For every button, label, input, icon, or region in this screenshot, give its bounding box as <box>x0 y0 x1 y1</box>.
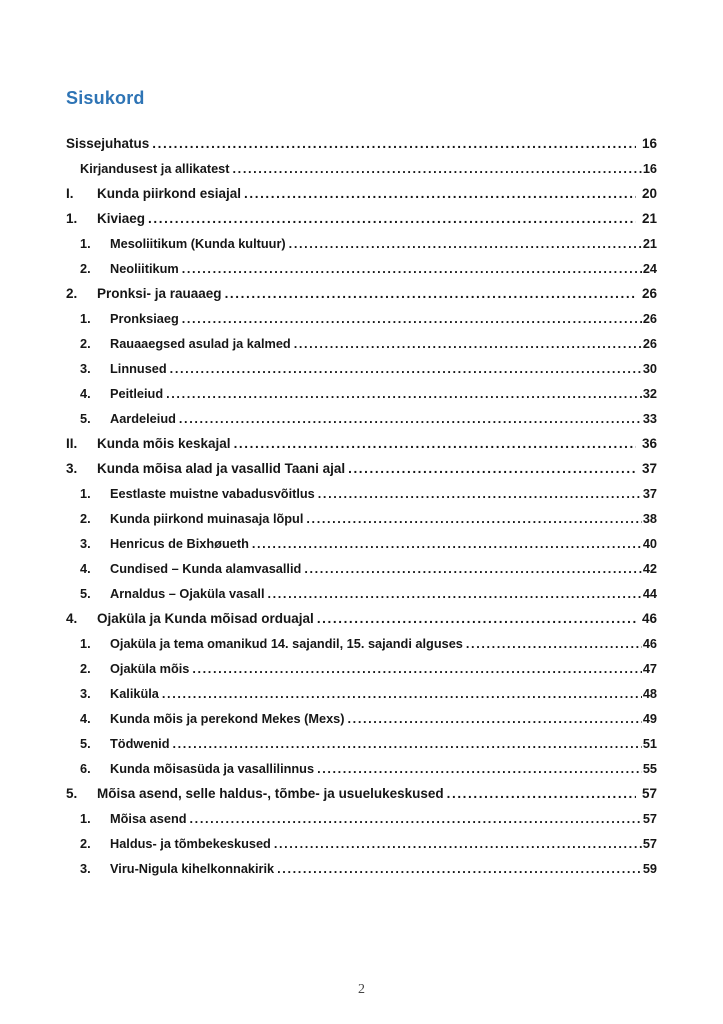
toc-entry[interactable] <box>66 261 657 277</box>
toc-entry-page: 46 <box>642 636 657 651</box>
toc-entry-page: 46 <box>641 611 657 626</box>
toc-entry-number: 1. <box>80 636 91 651</box>
toc-entry[interactable] <box>66 711 657 727</box>
toc-entry-page: 36 <box>641 436 657 451</box>
toc-entry-page: 37 <box>641 461 657 476</box>
toc-entry[interactable] <box>66 861 657 877</box>
toc-entry-title: Linnused <box>110 361 167 376</box>
toc-leader-dots <box>244 186 636 202</box>
toc-entry-page: 26 <box>642 311 657 326</box>
toc-entry-number: 3. <box>80 861 91 876</box>
toc-entry-title: Kunda mõis ja perekond Mekes (Mexs) <box>110 711 345 726</box>
toc-entry-title: Ojaküla ja tema omanikud 14. sajandil, 15. sajandi alguses <box>110 636 463 651</box>
toc-entry-page: 20 <box>641 186 657 201</box>
toc-entry-number: 1. <box>80 236 91 251</box>
toc-leader-dots <box>152 136 636 152</box>
toc-leader-dots <box>294 336 642 352</box>
toc-entry-title: Viru-Nigula kihelkonnakirik <box>110 861 275 876</box>
toc-entry-title: Eestlaste muistne vabadusvõitlus <box>110 486 315 501</box>
toc-entry-title: Aardeleiud <box>110 411 176 426</box>
toc-entry-title: Kunda mõisasüda ja vasallilinnus <box>110 761 315 776</box>
toc-entry-page: 38 <box>642 511 657 526</box>
toc-entry-page: 16 <box>641 136 657 151</box>
toc-entry-page: 26 <box>641 286 657 301</box>
toc-leader-dots <box>233 161 642 177</box>
toc-leader-dots <box>348 461 636 477</box>
toc-entry-page: 21 <box>642 236 657 251</box>
toc-entry-number: I. <box>66 186 74 201</box>
toc-leader-dots <box>170 361 642 377</box>
toc-entry-number: 2. <box>80 836 91 851</box>
toc-entry[interactable] <box>66 161 657 177</box>
toc-entry-number: 6. <box>80 761 91 776</box>
toc-leader-dots <box>162 686 642 702</box>
toc-entry-number: 4. <box>80 386 91 401</box>
toc-leader-dots <box>192 661 641 677</box>
toc-entry[interactable] <box>66 311 657 327</box>
toc-entry-number: 4. <box>66 611 78 626</box>
toc-entry-title: Kunda piirkond muinasaja lõpul <box>110 511 304 526</box>
toc-entry-page: 59 <box>642 861 657 876</box>
toc-entry-title: Neoliitikum <box>110 261 179 276</box>
toc-entry-title: Kunda piirkond esiajal <box>97 186 242 201</box>
footer-page-number: 2 <box>358 982 365 997</box>
toc-entry-number: 3. <box>66 461 78 476</box>
toc-entry-page: 37 <box>642 486 657 501</box>
toc-entry-title: Peitleiud <box>110 386 164 401</box>
toc-entry[interactable] <box>66 586 657 602</box>
toc-entry-title: Pronksiaeg <box>110 311 179 326</box>
toc-entry[interactable] <box>66 286 657 302</box>
toc-leader-dots <box>173 736 642 752</box>
toc-entry-page: 47 <box>642 661 657 676</box>
toc-entry[interactable] <box>66 686 657 702</box>
toc-leader-dots <box>234 436 636 452</box>
page-title: Sisukord <box>66 88 145 108</box>
toc-leader-dots <box>317 761 642 777</box>
toc-leader-dots <box>466 636 642 652</box>
toc-entry-title: Kunda mõis keskajal <box>97 436 231 451</box>
toc-entry-title: Kirjandusest ja allikatest <box>80 161 230 176</box>
toc-entry-number: 2. <box>80 336 91 351</box>
toc-entry-number: 3. <box>80 686 91 701</box>
toc-entry-number: 1. <box>80 811 91 826</box>
toc-entry[interactable] <box>66 236 657 252</box>
toc-entry-title: Rauaaegsed asulad ja kalmed <box>110 336 291 351</box>
toc-entry-page: 48 <box>642 686 657 701</box>
toc-entry-number: 2. <box>66 286 78 301</box>
toc-leader-dots <box>148 211 636 227</box>
toc-leader-dots <box>182 311 642 327</box>
toc-entry-page: 40 <box>642 536 657 551</box>
toc-list <box>66 136 657 877</box>
toc-entry-title: Mesoliitikum (Kunda kultuur) <box>110 236 286 251</box>
toc-entry-number: 1. <box>66 211 78 226</box>
toc-entry-number: 4. <box>80 561 91 576</box>
toc-entry-number: 2. <box>80 261 91 276</box>
toc-entry-title: Ojaküla mõis <box>110 661 190 676</box>
toc-entry-number: 2. <box>80 661 91 676</box>
toc-entry[interactable] <box>66 611 657 627</box>
toc-entry-title: Haldus- ja tõmbekeskused <box>110 836 271 851</box>
toc-entry-title: Kaliküla <box>110 686 159 701</box>
toc-entry[interactable] <box>66 461 657 477</box>
toc-entry[interactable] <box>66 211 657 227</box>
toc-leader-dots <box>252 536 642 552</box>
toc-entry[interactable] <box>66 661 657 677</box>
toc-entry[interactable] <box>66 536 657 552</box>
toc-entry[interactable] <box>66 486 657 502</box>
toc-leader-dots <box>317 611 636 627</box>
toc-entry-page: 42 <box>642 561 657 576</box>
toc-entry[interactable] <box>66 386 657 402</box>
toc-entry-number: 3. <box>80 536 91 551</box>
toc-entry[interactable] <box>66 136 657 152</box>
toc-entry-page: 24 <box>642 261 657 276</box>
toc-entry[interactable] <box>66 336 657 352</box>
toc-entry-page: 33 <box>642 411 657 426</box>
toc-entry-number: 1. <box>80 311 91 326</box>
toc-entry-page: 30 <box>642 361 657 376</box>
toc-entry[interactable] <box>66 786 657 802</box>
toc-entry-number: II. <box>66 436 78 451</box>
toc-entry-page: 57 <box>642 811 657 826</box>
toc-entry-title: Pronksi- ja rauaaeg <box>97 286 222 301</box>
toc-entry-title: Sissejuhatus <box>66 136 150 151</box>
toc-leader-dots <box>447 786 636 802</box>
toc-entry[interactable] <box>66 761 657 777</box>
toc-entry-title: Cundised – Kunda alamvasallid <box>110 561 302 576</box>
toc-leader-dots <box>348 711 642 727</box>
toc-entry-title: Kiviaeg <box>97 211 146 226</box>
toc-leader-dots <box>306 511 641 527</box>
toc-entry-title: Mõisa asend <box>110 811 187 826</box>
toc-entry[interactable] <box>66 561 657 577</box>
toc-entry-page: 44 <box>642 586 657 601</box>
toc-entry-page: 16 <box>642 161 657 176</box>
toc-entry-page: 49 <box>642 711 657 726</box>
toc-leader-dots <box>289 236 642 252</box>
toc-entry-page: 32 <box>642 386 657 401</box>
toc-leader-dots <box>225 286 636 302</box>
toc-leader-dots <box>190 811 642 827</box>
toc-leader-dots <box>318 486 642 502</box>
toc-leader-dots <box>166 386 642 402</box>
toc-entry-page: 51 <box>642 736 657 751</box>
toc-entry-number: 3. <box>80 361 91 376</box>
toc-entry-page: 55 <box>642 761 657 776</box>
toc-entry-number: 2. <box>80 511 91 526</box>
toc-entry[interactable] <box>66 736 657 752</box>
toc-entry[interactable] <box>66 636 657 652</box>
toc-entry-title: Ojaküla ja Kunda mõisad orduajal <box>97 611 314 626</box>
toc-leader-dots <box>182 261 642 277</box>
toc-entry-number: 5. <box>66 786 78 801</box>
toc-entry[interactable] <box>66 511 657 527</box>
toc-leader-dots <box>179 411 642 427</box>
toc-leader-dots <box>277 861 642 877</box>
toc-entry[interactable] <box>66 811 657 827</box>
toc-entry[interactable] <box>66 186 657 202</box>
toc-entry-title: Arnaldus – Ojaküla vasall <box>110 586 265 601</box>
toc-entry-title: Kunda mõisa alad ja vasallid Taani ajal <box>97 461 346 476</box>
toc-entry-number: 5. <box>80 586 91 601</box>
toc-leader-dots <box>304 561 642 577</box>
toc-leader-dots <box>268 586 642 602</box>
toc-entry-page: 57 <box>642 836 657 851</box>
toc-entry[interactable] <box>66 361 657 377</box>
toc-entry[interactable] <box>66 411 657 427</box>
toc-entry-title: Tödwenid <box>110 736 170 751</box>
toc-entry-number: 5. <box>80 736 91 751</box>
toc-entry-number: 4. <box>80 711 91 726</box>
toc-entry-page: 21 <box>641 211 657 226</box>
toc-entry-title: Henricus de Bixhøueth <box>110 536 249 551</box>
toc-entry-title: Mõisa asend, selle haldus-, tõmbe- ja usuelukeskused <box>97 786 444 801</box>
toc-entry[interactable] <box>66 436 657 452</box>
toc-leader-dots <box>274 836 642 852</box>
toc-entry-page: 57 <box>641 786 657 801</box>
toc-entry-number: 1. <box>80 486 91 501</box>
toc-entry[interactable] <box>66 836 657 852</box>
toc-entry-page: 26 <box>642 336 657 351</box>
toc-entry-number: 5. <box>80 411 91 426</box>
